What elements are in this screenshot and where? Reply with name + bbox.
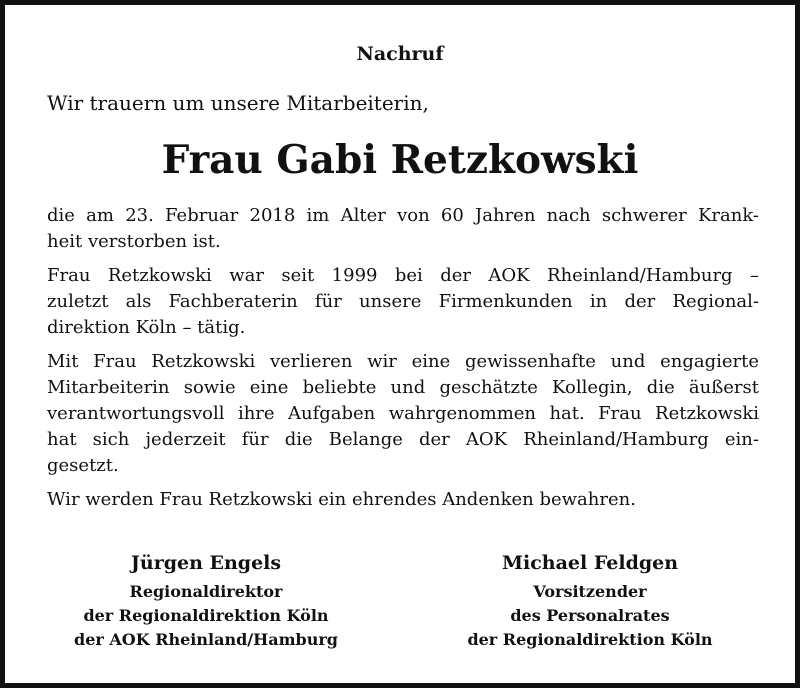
signatory-title: des Personalrates — [510, 606, 670, 625]
signature-block-right — [415, 549, 765, 652]
text-line: heit verstorben ist. — [47, 231, 221, 252]
text-line: Frau Retzkowski war seit 1999 bei der AOK Rheinland/Hamburg – — [47, 265, 759, 286]
text-line: Wir werden Frau Retzkowski ein ehrendes Andenken bewahren. — [47, 489, 636, 510]
signatory-title: der Regionaldirektion Köln — [467, 630, 713, 649]
signatory-title: der Regionaldirektion Köln — [83, 606, 329, 625]
signatory-name: Michael Feldgen — [501, 552, 679, 574]
signatory-title: Regionaldirektor — [129, 582, 283, 601]
paragraph-career — [47, 263, 759, 341]
signatory-title: Vorsitzender — [533, 582, 647, 601]
signatory-title: der AOK Rheinland/Hamburg — [74, 630, 338, 649]
signature-block-left — [31, 549, 381, 652]
paragraph-death-notice — [47, 203, 759, 255]
signatory-name: Jürgen Engels — [130, 552, 282, 574]
intro-line: Wir trauern um unsere Mitarbeiterin, — [47, 91, 429, 115]
text-line: Mitarbeiterin sowie eine beliebte und geschätzte Kollegin, die äußerst — [47, 377, 759, 398]
text-line: gesetzt. — [47, 455, 119, 476]
text-line: hat sich jederzeit für die Belange der AOK Rheinland/Hamburg ein- — [47, 429, 759, 450]
text-line: verantwortungsvoll ihre Aufgaben wahrgenommen hat. Frau Retzkowski — [47, 403, 759, 424]
paragraph-remembrance — [47, 487, 759, 513]
notice-body — [47, 203, 759, 521]
paragraph-tribute — [47, 349, 759, 479]
text-line: zuletzt als Fachberaterin für unsere Firmenkunden in der Regional- — [47, 291, 759, 312]
notice-heading: Nachruf — [356, 43, 444, 65]
deceased-name: Frau Gabi Retzkowski — [161, 137, 639, 183]
text-line: die am 23. Februar 2018 im Alter von 60 Jahren nach schwerer Krank- — [47, 205, 759, 226]
text-line: Mit Frau Retzkowski verlieren wir eine gewissenhafte und engagierte — [47, 351, 759, 372]
text-line: direktion Köln – tätig. — [47, 317, 246, 338]
